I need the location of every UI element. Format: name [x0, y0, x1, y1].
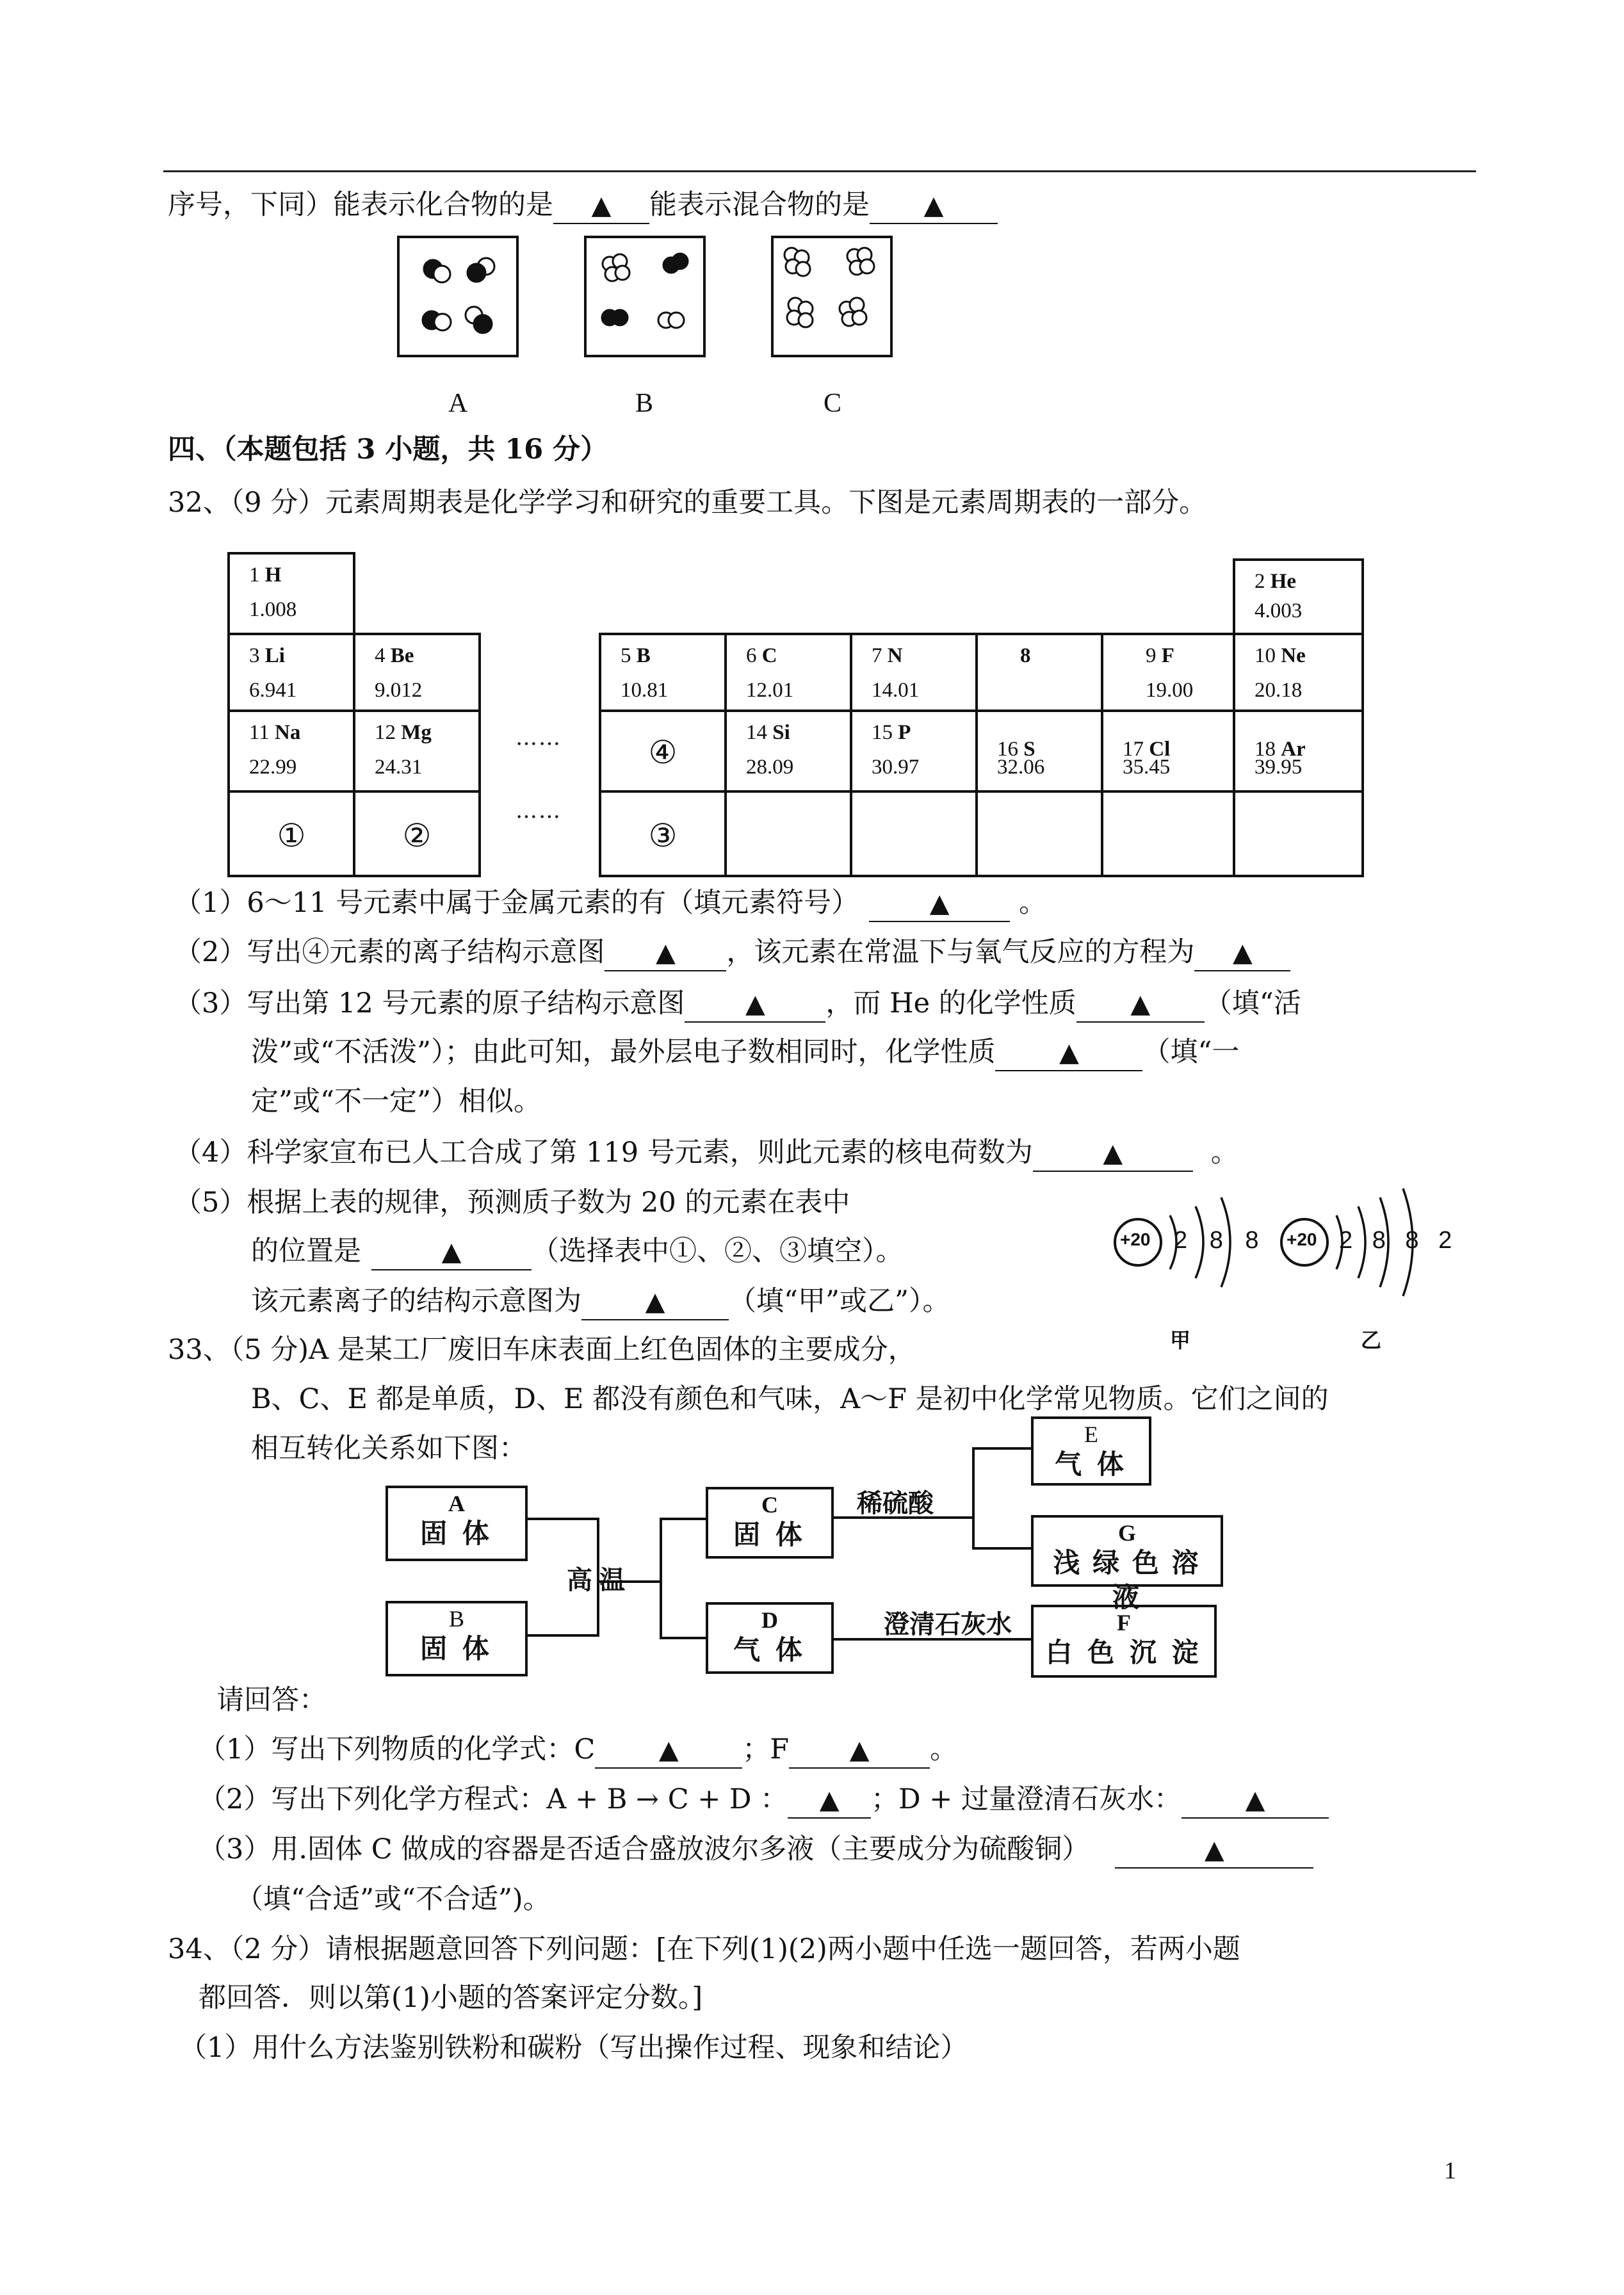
cell-empty: [850, 790, 978, 877]
answer-blank[interactable]: ▲: [870, 188, 998, 224]
molecule-b-icon: [587, 238, 703, 355]
q33-line2: B、C、E 都是单质，D、E 都没有颜色和气味，A～F 是初中化学常见物质。它们之间的: [251, 1383, 1329, 1415]
flow-box-g: G 浅 绿 色 溶 液: [1031, 1515, 1223, 1587]
cell-b: 5 B 10.81: [599, 633, 727, 712]
q32-part3-cont: 泼”或“不活泼”）；由此可知，最外层电子数相同时，化学性质 ▲ （填“一: [251, 1033, 1239, 1071]
q33-sub3: （3）用.固体 C 做成的容器是否适合盛放波尔多液（主要成分为硫酸铜） ▲: [199, 1830, 1313, 1869]
q33-sub1: （1）写出下列物质的化学式：C ▲ ；F ▲ 。: [199, 1730, 957, 1769]
q32-part5-position: 的位置是 ▲ （选择表中①、②、③填空）。: [251, 1232, 904, 1270]
cell-si: 14 Si 28.09: [724, 710, 852, 793]
q33-line1: 33、（5 分)A 是某工厂废旧车床表面上红色固体的主要成分，: [168, 1334, 916, 1366]
cell-marker-3: ③: [599, 790, 727, 877]
label-dilute-sulfuric-acid: 稀硫酸: [857, 1489, 934, 1518]
cell-mg: 12 Mg 24.31: [353, 710, 481, 793]
q33-sub2: （2）写出下列化学方程式：A + B → C + D ： ▲ ；D + 过量澄清石灰水： ▲: [199, 1780, 1329, 1819]
conversion-flow-diagram: [378, 1409, 1236, 1703]
q34-line3: （1）用什么方法鉴别铁粉和碳粉（写出操作过程、现象和结论）: [179, 2032, 968, 2064]
section-four-title: 四、（本题包括 3 小题，共 16 分）: [168, 434, 608, 466]
nucleus-charge: +20: [1120, 1229, 1151, 1249]
cell-h: 1 H 1.008: [227, 552, 355, 635]
cell-empty: [1101, 790, 1235, 877]
molecule-a-icon: [400, 238, 516, 355]
answer-blank[interactable]: ▲: [553, 188, 649, 224]
cell-he: 2 He 4.003: [1233, 558, 1364, 635]
label-b: B: [635, 389, 654, 418]
label-limewater: 澄清石灰水: [884, 1610, 1012, 1639]
answer-blank[interactable]: ▲: [685, 986, 825, 1023]
cell-li: 3 Li 6.941: [227, 633, 355, 712]
header-rule: [163, 170, 1476, 172]
answer-blank[interactable]: ▲: [1076, 986, 1205, 1023]
flow-box-b: B 固 体: [386, 1601, 528, 1676]
q32-part3: （3）写出第 12 号元素的原子结构示意图 ▲ ，而 He 的化学性质 ▲ （填“活: [174, 984, 1301, 1023]
cell-marker-2: ②: [353, 790, 481, 877]
q32-part5-diagram: 该元素离子的结构示意图为 ▲ （填“甲”或乙”）。: [251, 1282, 950, 1320]
cell-empty: [975, 790, 1103, 877]
q32-part3-end: 定”或“不一定”）相似。: [251, 1085, 541, 1117]
answer-blank[interactable]: ▲: [1115, 1832, 1313, 1869]
flow-box-d: D 气 体: [706, 1602, 834, 1674]
ion-diagram-jia: [1111, 1178, 1278, 1352]
label-yi: 乙: [1361, 1329, 1382, 1352]
cell-empty: [1233, 790, 1364, 877]
cell-8: 8: [975, 633, 1103, 712]
flow-box-e: E 气 体: [1031, 1416, 1151, 1486]
answer-blank[interactable]: ▲: [789, 1732, 930, 1769]
cell-s: 16 S 32.06: [975, 710, 1103, 793]
q32-part2: （2）写出④元素的离子结构示意图 ▲ ，该元素在常温下与氧气反应的方程为 ▲: [174, 933, 1290, 971]
answer-blank[interactable]: ▲: [595, 1732, 742, 1769]
answer-blank[interactable]: ▲: [1181, 1782, 1329, 1819]
answer-blank[interactable]: ▲: [371, 1234, 532, 1270]
cell-be: 4 Be 9.012: [353, 633, 481, 712]
q34-line1: 34、（2 分）请根据题意回答下列问题：[在下列(1)(2)两小题中任选一题回答，若两小题: [168, 1933, 1240, 1965]
q31-line: [168, 186, 998, 224]
label-high-temp: 高 温: [567, 1566, 626, 1594]
q32-stem: 32、（9 分）元素周期表是化学学习和研究的重要工具。下图是元素周期表的一部分。: [168, 487, 1207, 519]
cell-na: 11 Na 22.99: [227, 710, 355, 793]
q31-text-mixture: 能表示混合物的是: [649, 189, 870, 221]
q33-sub3-cont: （填“合适”或“不合适”)。: [236, 1883, 551, 1915]
ion-diagram-yi: [1278, 1172, 1470, 1352]
electron-shells: 2 8 8 2: [1339, 1227, 1459, 1254]
flow-box-a: A 固 体: [386, 1486, 528, 1561]
cell-f: 9 F 19.00: [1101, 633, 1235, 712]
answer-blank[interactable]: ▲: [1194, 935, 1290, 971]
q31-text-compound: 序号，下同）能表示化合物的是: [168, 189, 553, 221]
molecule-c-icon: [774, 238, 890, 355]
q32-part1: （1）6～11 号元素中属于金属元素的有（填元素符号） ▲ 。: [174, 884, 1046, 922]
table-ellipsis: ……: [516, 725, 562, 750]
cell-n: 7 N 14.01: [850, 633, 978, 712]
cell-c: 6 C 12.01: [724, 633, 852, 712]
answer-blank[interactable]: ▲: [1033, 1135, 1193, 1172]
periodic-table: [227, 552, 1367, 877]
q33-ask: 请回答：: [216, 1684, 327, 1716]
label-a: A: [448, 389, 468, 418]
answer-blank[interactable]: ▲: [605, 935, 726, 971]
table-ellipsis: ……: [516, 798, 562, 823]
label-jia: 甲: [1170, 1329, 1191, 1352]
molecule-box-b: [584, 236, 706, 357]
cell-marker-4: ④: [599, 710, 727, 793]
answer-blank[interactable]: ▲: [788, 1782, 871, 1819]
cell-ar: 18 Ar 39.95: [1233, 710, 1364, 793]
nucleus-charge: +20: [1287, 1229, 1317, 1249]
cell-p: 15 P 30.97: [850, 710, 978, 793]
answer-blank[interactable]: ▲: [995, 1035, 1142, 1071]
label-c: C: [824, 389, 842, 418]
flow-box-f: F 白 色 沉 淀: [1031, 1605, 1217, 1678]
q32-part5: （5）根据上表的规律，预测质子数为 20 的元素在表中: [174, 1187, 850, 1219]
cell-empty: [724, 790, 852, 877]
q32-part4: （4）科学家宣布已人工合成了第 119 号元素，则此元素的核电荷数为 ▲ 。: [174, 1133, 1238, 1172]
flow-box-c: C 固 体: [706, 1487, 834, 1559]
cell-ne: 10 Ne 20.18: [1233, 633, 1364, 712]
page-number: 1: [1444, 2157, 1456, 2184]
answer-blank[interactable]: ▲: [869, 886, 1010, 922]
q34-line2: 都回答．则以第(1)小题的答案评定分数。]: [199, 1982, 703, 2014]
cell-marker-1: ①: [227, 790, 355, 877]
answer-blank[interactable]: ▲: [581, 1284, 729, 1320]
molecule-box-c: [771, 236, 893, 357]
cell-cl: 17 Cl 35.45: [1101, 710, 1235, 793]
q33-line3: 相互转化关系如下图：: [251, 1432, 526, 1464]
molecule-box-a: [397, 236, 519, 357]
electron-shells: 2 8 8: [1174, 1227, 1267, 1254]
